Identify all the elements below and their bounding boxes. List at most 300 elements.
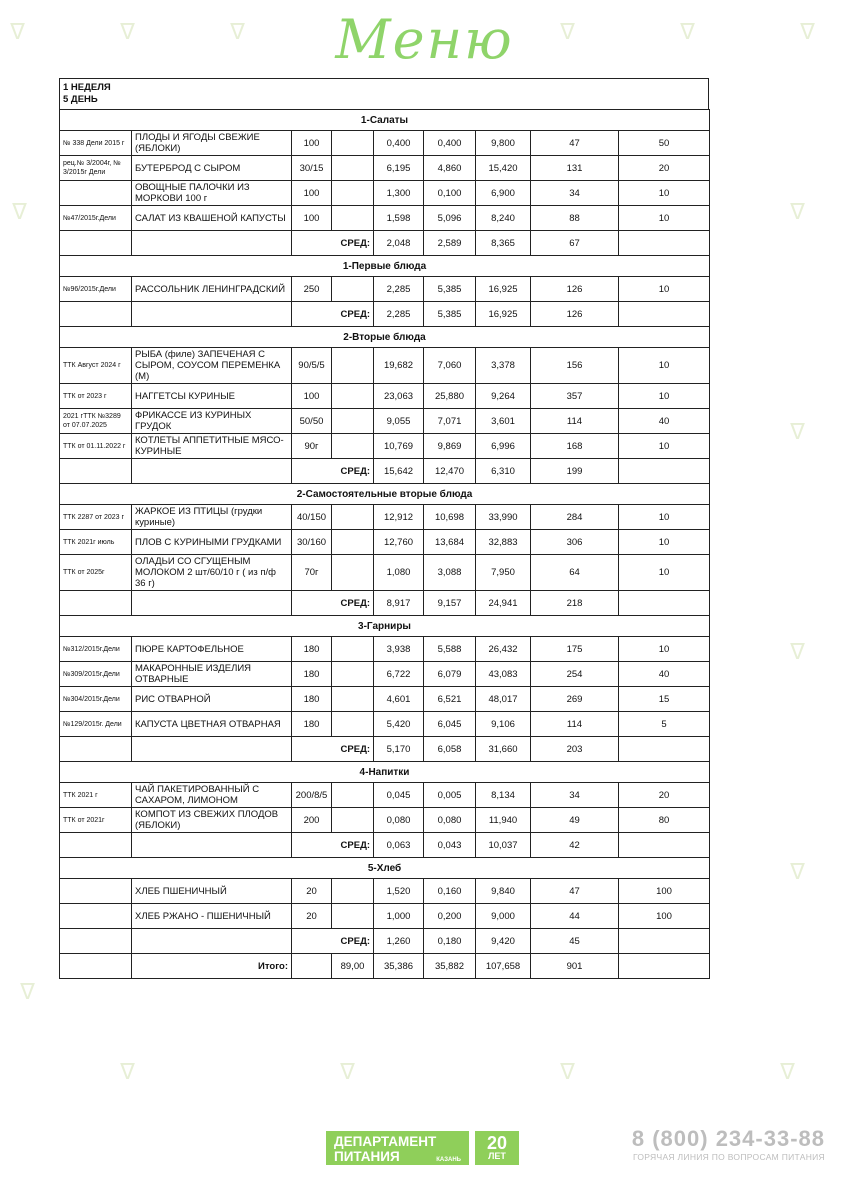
avg-carbs: 31,660 — [476, 737, 531, 762]
avg-protein: 15,642 — [374, 459, 424, 484]
avg-calories: 199 — [531, 459, 619, 484]
table-row — [60, 277, 710, 302]
dish-name: КОМПОТ ИЗ СВЕЖИХ ПЛОДОВ (ЯБЛОКИ) — [132, 808, 292, 833]
recipe-code: №304/2015г.Дели — [60, 687, 132, 712]
calories: 254 — [531, 662, 619, 687]
average-row — [60, 737, 710, 762]
empty-cell — [60, 302, 132, 327]
brand-logo — [326, 1128, 519, 1168]
section-title: 3-Гарниры — [60, 616, 710, 637]
page-title: Меню — [335, 8, 514, 71]
portion-size: 20 — [292, 879, 332, 904]
portion-size: 200/8/5 — [292, 783, 332, 808]
price — [332, 637, 374, 662]
menu-table-wrap — [59, 78, 709, 979]
price — [332, 348, 374, 384]
recipe-code: 2021 гТТК №3289 от 07.07.2025 — [60, 409, 132, 434]
average-label: СРЕД: — [292, 231, 374, 256]
recipe-code: ТТК от 2023 г — [60, 384, 132, 409]
recipe-code: №129/2015г. Дели — [60, 712, 132, 737]
calories: 284 — [531, 505, 619, 530]
carbs: 3,601 — [476, 409, 531, 434]
price — [332, 783, 374, 808]
carbs: 9,000 — [476, 904, 531, 929]
empty-cell — [619, 737, 710, 762]
avg-protein: 0,063 — [374, 833, 424, 858]
avg-protein: 1,260 — [374, 929, 424, 954]
fat: 0,160 — [424, 879, 476, 904]
brand-line2: ПИТАНИЯ — [334, 1149, 400, 1164]
anniversary-number: 20 — [486, 1133, 508, 1153]
dish-name: МАКАРОННЫЕ ИЗДЕЛИЯ ОТВАРНЫЕ — [132, 662, 292, 687]
price — [332, 384, 374, 409]
calories: 114 — [531, 409, 619, 434]
extra-value: 80 — [619, 808, 710, 833]
portion-size: 250 — [292, 277, 332, 302]
portion-size: 180 — [292, 637, 332, 662]
protein: 1,520 — [374, 879, 424, 904]
calories: 156 — [531, 348, 619, 384]
carbs: 9,106 — [476, 712, 531, 737]
extra-value: 10 — [619, 434, 710, 459]
fat: 5,096 — [424, 206, 476, 231]
extra-value: 10 — [619, 555, 710, 591]
recipe-code: ТТК от 2021г — [60, 808, 132, 833]
avg-fat: 5,385 — [424, 302, 476, 327]
total-calories: 901 — [531, 954, 619, 979]
fat: 6,521 — [424, 687, 476, 712]
avg-calories: 45 — [531, 929, 619, 954]
dish-name: КОТЛЕТЫ АППЕТИТНЫЕ МЯСО-КУРИНЫЕ — [132, 434, 292, 459]
protein: 4,601 — [374, 687, 424, 712]
fat: 25,880 — [424, 384, 476, 409]
recipe-code — [60, 904, 132, 929]
section-header-row — [60, 858, 710, 879]
recipe-code: №309/2015г.Дели — [60, 662, 132, 687]
avg-fat: 6,058 — [424, 737, 476, 762]
price — [332, 530, 374, 555]
anniversary-word: ЛЕТ — [488, 1151, 506, 1161]
empty-cell — [60, 737, 132, 762]
fat: 5,385 — [424, 277, 476, 302]
empty-cell — [132, 231, 292, 256]
avg-fat: 2,589 — [424, 231, 476, 256]
extra-value: 50 — [619, 131, 710, 156]
fat: 0,400 — [424, 131, 476, 156]
dish-name: ПЛОВ С КУРИНЫМИ ГРУДКАМИ — [132, 530, 292, 555]
portion-size: 100 — [292, 384, 332, 409]
average-label: СРЕД: — [292, 833, 374, 858]
portion-size: 50/50 — [292, 409, 332, 434]
avg-calories: 126 — [531, 302, 619, 327]
avg-carbs: 6,310 — [476, 459, 531, 484]
average-row — [60, 302, 710, 327]
table-row — [60, 879, 710, 904]
empty-cell — [619, 231, 710, 256]
price — [332, 505, 374, 530]
brand-city: КАЗАНЬ — [436, 1157, 461, 1163]
dish-name: ФРИКАССЕ ИЗ КУРИНЫХ ГРУДОК — [132, 409, 292, 434]
hotline-caption: ГОРЯЧАЯ ЛИНИЯ ПО ВОПРОСАМ ПИТАНИЯ — [632, 1152, 825, 1162]
table-row — [60, 904, 710, 929]
dish-name: ХЛЕБ ПШЕНИЧНЫЙ — [132, 879, 292, 904]
extra-value: 100 — [619, 879, 710, 904]
carbs: 26,432 — [476, 637, 531, 662]
protein: 5,420 — [374, 712, 424, 737]
table-row — [60, 505, 710, 530]
menu-table — [59, 109, 710, 979]
section-header-row — [60, 327, 710, 348]
average-label: СРЕД: — [292, 459, 374, 484]
table-row — [60, 687, 710, 712]
table-row — [60, 712, 710, 737]
price — [332, 662, 374, 687]
price — [332, 181, 374, 206]
table-row — [60, 156, 710, 181]
section-title: 1-Салаты — [60, 110, 710, 131]
brand-line1: ДЕПАРТАМЕНТ — [334, 1134, 437, 1149]
average-row — [60, 459, 710, 484]
total-fat: 35,882 — [424, 954, 476, 979]
average-label: СРЕД: — [292, 591, 374, 616]
anniversary-badge — [475, 1131, 519, 1165]
protein: 23,063 — [374, 384, 424, 409]
hotline-block — [565, 1126, 825, 1162]
dish-name: ОВОЩНЫЕ ПАЛОЧКИ ИЗ МОРКОВИ 100 г — [132, 181, 292, 206]
protein: 10,769 — [374, 434, 424, 459]
avg-calories: 218 — [531, 591, 619, 616]
dish-name: РЫБА (филе) ЗАПЕЧЕНАЯ С СЫРОМ, СОУСОМ ПЕРЕМЕНКА (М) — [132, 348, 292, 384]
portion-size: 180 — [292, 662, 332, 687]
portion-size: 90г — [292, 434, 332, 459]
carbs: 11,940 — [476, 808, 531, 833]
price — [332, 687, 374, 712]
avg-carbs: 16,925 — [476, 302, 531, 327]
protein: 19,682 — [374, 348, 424, 384]
protein: 2,285 — [374, 277, 424, 302]
calories: 47 — [531, 879, 619, 904]
calories: 44 — [531, 904, 619, 929]
section-title: 2-Самостоятельные вторые блюда — [60, 484, 710, 505]
calories: 64 — [531, 555, 619, 591]
portion-size: 100 — [292, 181, 332, 206]
dish-name: ПЮРЕ КАРТОФЕЛЬНОЕ — [132, 637, 292, 662]
average-label: СРЕД: — [292, 302, 374, 327]
calories: 175 — [531, 637, 619, 662]
extra-value: 100 — [619, 904, 710, 929]
price — [332, 434, 374, 459]
protein: 6,195 — [374, 156, 424, 181]
table-row — [60, 555, 710, 591]
recipe-code: ТТК от 2025г — [60, 555, 132, 591]
carbs: 15,420 — [476, 156, 531, 181]
average-row — [60, 591, 710, 616]
protein: 12,912 — [374, 505, 424, 530]
empty-cell — [619, 929, 710, 954]
extra-value: 40 — [619, 662, 710, 687]
empty-cell — [619, 954, 710, 979]
recipe-code — [60, 181, 132, 206]
fat: 7,071 — [424, 409, 476, 434]
price — [332, 808, 374, 833]
week-label: 1 НЕДЕЛЯ — [63, 82, 111, 93]
avg-carbs: 10,037 — [476, 833, 531, 858]
avg-protein: 2,285 — [374, 302, 424, 327]
avg-fat: 9,157 — [424, 591, 476, 616]
section-header-row — [60, 110, 710, 131]
recipe-code: ТТК от 01.11.2022 г — [60, 434, 132, 459]
average-label: СРЕД: — [292, 737, 374, 762]
total-label: Итого: — [132, 954, 292, 979]
avg-fat: 0,043 — [424, 833, 476, 858]
empty-cell — [132, 459, 292, 484]
dish-name: РИС ОТВАРНОЙ — [132, 687, 292, 712]
avg-protein: 2,048 — [374, 231, 424, 256]
fat: 0,005 — [424, 783, 476, 808]
carbs: 33,990 — [476, 505, 531, 530]
carbs: 8,134 — [476, 783, 531, 808]
table-row — [60, 434, 710, 459]
carbs: 6,900 — [476, 181, 531, 206]
protein: 3,938 — [374, 637, 424, 662]
total-protein: 35,386 — [374, 954, 424, 979]
portion-size: 180 — [292, 687, 332, 712]
average-row — [60, 833, 710, 858]
extra-value: 10 — [619, 384, 710, 409]
portion-size: 30/160 — [292, 530, 332, 555]
calories: 34 — [531, 181, 619, 206]
extra-value: 10 — [619, 348, 710, 384]
dish-name: ЧАЙ ПАКЕТИРОВАННЫЙ С САХАРОМ, ЛИМОНОМ — [132, 783, 292, 808]
calories: 168 — [531, 434, 619, 459]
carbs: 9,800 — [476, 131, 531, 156]
empty-cell — [60, 231, 132, 256]
empty-cell — [292, 954, 332, 979]
carbs: 7,950 — [476, 555, 531, 591]
protein: 0,400 — [374, 131, 424, 156]
empty-cell — [132, 929, 292, 954]
avg-protein: 5,170 — [374, 737, 424, 762]
hotline-phone: 8 (800) 234-33-88 — [631, 1126, 825, 1151]
carbs: 16,925 — [476, 277, 531, 302]
protein: 1,598 — [374, 206, 424, 231]
avg-carbs: 24,941 — [476, 591, 531, 616]
carbs: 8,240 — [476, 206, 531, 231]
table-row — [60, 348, 710, 384]
table-row — [60, 530, 710, 555]
extra-value: 20 — [619, 156, 710, 181]
recipe-code: № 338 Дели 2015 г — [60, 131, 132, 156]
average-row — [60, 929, 710, 954]
section-title: 5-Хлеб — [60, 858, 710, 879]
empty-cell — [132, 591, 292, 616]
calories: 357 — [531, 384, 619, 409]
empty-cell — [619, 302, 710, 327]
portion-size: 180 — [292, 712, 332, 737]
avg-calories: 203 — [531, 737, 619, 762]
fat: 9,869 — [424, 434, 476, 459]
empty-cell — [60, 954, 132, 979]
portion-size: 30/15 — [292, 156, 332, 181]
dish-name: ЖАРКОЕ ИЗ ПТИЦЫ (грудки куриные) — [132, 505, 292, 530]
dish-name: НАГГЕТСЫ КУРИНЫЕ — [132, 384, 292, 409]
fat: 0,080 — [424, 808, 476, 833]
avg-calories: 42 — [531, 833, 619, 858]
empty-cell — [132, 302, 292, 327]
portion-size: 70г — [292, 555, 332, 591]
dish-name: БУТЕРБРОД С СЫРОМ — [132, 156, 292, 181]
fat: 7,060 — [424, 348, 476, 384]
dish-name: РАССОЛЬНИК ЛЕНИНГРАДСКИЙ — [132, 277, 292, 302]
protein: 1,300 — [374, 181, 424, 206]
fat: 6,079 — [424, 662, 476, 687]
carbs: 3,378 — [476, 348, 531, 384]
carbs: 6,996 — [476, 434, 531, 459]
price — [332, 131, 374, 156]
extra-value: 15 — [619, 687, 710, 712]
empty-cell — [132, 833, 292, 858]
portion-size: 100 — [292, 131, 332, 156]
extra-value: 20 — [619, 783, 710, 808]
dish-name: САЛАТ ИЗ КВАШЕНОЙ КАПУСТЫ — [132, 206, 292, 231]
avg-calories: 67 — [531, 231, 619, 256]
price — [332, 555, 374, 591]
protein: 6,722 — [374, 662, 424, 687]
dish-name: ПЛОДЫ И ЯГОДЫ СВЕЖИЕ (ЯБЛОКИ) — [132, 131, 292, 156]
table-row — [60, 783, 710, 808]
empty-cell — [619, 833, 710, 858]
avg-protein: 8,917 — [374, 591, 424, 616]
extra-value: 5 — [619, 712, 710, 737]
section-title: 1-Первые блюда — [60, 256, 710, 277]
table-row — [60, 206, 710, 231]
dish-name: ОЛАДЬИ СО СГУЩЕНЫМ МОЛОКОМ 2 шт/60/10 г ( из п/ф 36 г) — [132, 555, 292, 591]
extra-value: 10 — [619, 637, 710, 662]
section-title: 2-Вторые блюда — [60, 327, 710, 348]
average-label: СРЕД: — [292, 929, 374, 954]
avg-fat: 12,470 — [424, 459, 476, 484]
section-title: 4-Напитки — [60, 762, 710, 783]
protein: 12,760 — [374, 530, 424, 555]
price — [332, 712, 374, 737]
fat: 4,860 — [424, 156, 476, 181]
price — [332, 409, 374, 434]
carbs: 48,017 — [476, 687, 531, 712]
section-header-row — [60, 762, 710, 783]
section-header-row — [60, 484, 710, 505]
fat: 3,088 — [424, 555, 476, 591]
protein: 1,000 — [374, 904, 424, 929]
protein: 0,045 — [374, 783, 424, 808]
empty-cell — [619, 459, 710, 484]
total-carbs: 107,658 — [476, 954, 531, 979]
empty-cell — [60, 929, 132, 954]
day-label: 5 ДЕНЬ — [63, 94, 98, 105]
total-price: 89,00 — [332, 954, 374, 979]
table-row — [60, 384, 710, 409]
recipe-code: №96/2015г.Дели — [60, 277, 132, 302]
brand-name-box — [326, 1131, 469, 1165]
fat: 0,200 — [424, 904, 476, 929]
recipe-code: ТТК 2021г июль — [60, 530, 132, 555]
calories: 131 — [531, 156, 619, 181]
calories: 88 — [531, 206, 619, 231]
calories: 269 — [531, 687, 619, 712]
empty-cell — [60, 591, 132, 616]
price — [332, 277, 374, 302]
extra-value: 10 — [619, 206, 710, 231]
protein: 0,080 — [374, 808, 424, 833]
calories: 47 — [531, 131, 619, 156]
recipe-code: ТТК 2287 от 2023 г — [60, 505, 132, 530]
price — [332, 156, 374, 181]
portion-size: 20 — [292, 904, 332, 929]
recipe-code: рец.№ 3/2004г, № 3/2015г Дели — [60, 156, 132, 181]
protein: 1,080 — [374, 555, 424, 591]
portion-size: 90/5/5 — [292, 348, 332, 384]
price — [332, 879, 374, 904]
recipe-code: №47/2015г.Дели — [60, 206, 132, 231]
carbs: 9,840 — [476, 879, 531, 904]
calories: 126 — [531, 277, 619, 302]
fat: 13,684 — [424, 530, 476, 555]
calories: 306 — [531, 530, 619, 555]
fat: 5,588 — [424, 637, 476, 662]
empty-cell — [60, 833, 132, 858]
extra-value: 10 — [619, 530, 710, 555]
price — [332, 904, 374, 929]
carbs: 32,883 — [476, 530, 531, 555]
average-row — [60, 231, 710, 256]
fat: 6,045 — [424, 712, 476, 737]
section-header-row — [60, 616, 710, 637]
calories: 34 — [531, 783, 619, 808]
fat: 10,698 — [424, 505, 476, 530]
avg-carbs: 9,420 — [476, 929, 531, 954]
table-row — [60, 662, 710, 687]
recipe-code — [60, 879, 132, 904]
dish-name: КАПУСТА ЦВЕТНАЯ ОТВАРНАЯ — [132, 712, 292, 737]
avg-fat: 0,180 — [424, 929, 476, 954]
table-row — [60, 131, 710, 156]
empty-cell — [60, 459, 132, 484]
carbs: 43,083 — [476, 662, 531, 687]
protein: 9,055 — [374, 409, 424, 434]
recipe-code: ТТК 2021 г — [60, 783, 132, 808]
empty-cell — [132, 737, 292, 762]
carbs: 9,264 — [476, 384, 531, 409]
recipe-code: №312/2015г.Дели — [60, 637, 132, 662]
calories: 49 — [531, 808, 619, 833]
extra-value: 10 — [619, 277, 710, 302]
table-row — [60, 181, 710, 206]
extra-value: 10 — [619, 181, 710, 206]
portion-size: 200 — [292, 808, 332, 833]
empty-cell — [619, 591, 710, 616]
extra-value: 10 — [619, 505, 710, 530]
fat: 0,100 — [424, 181, 476, 206]
extra-value: 40 — [619, 409, 710, 434]
price — [332, 206, 374, 231]
table-row — [60, 808, 710, 833]
total-row — [60, 954, 710, 979]
portion-size: 40/150 — [292, 505, 332, 530]
dish-name: ХЛЕБ РЖАНО - ПШЕНИЧНЫЙ — [132, 904, 292, 929]
table-row — [60, 637, 710, 662]
portion-size: 100 — [292, 206, 332, 231]
section-header-row — [60, 256, 710, 277]
week-day-header — [59, 78, 709, 109]
